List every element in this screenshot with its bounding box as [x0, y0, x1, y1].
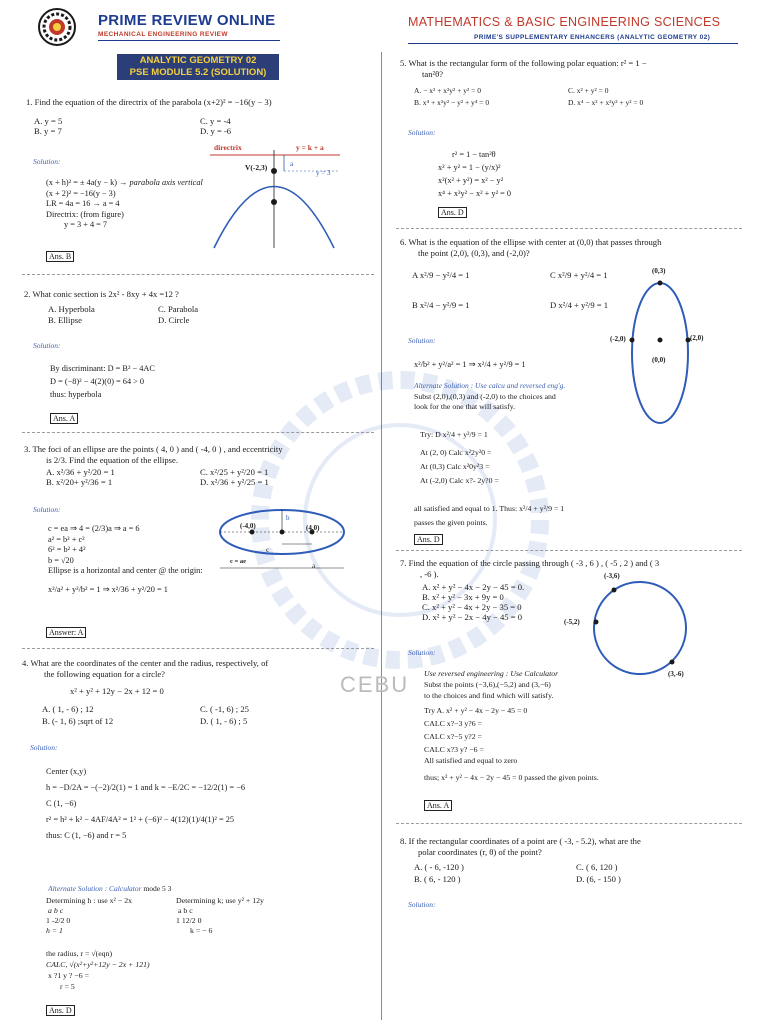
q6-text2: the point (2,0), (0,3), and (-2,0)?	[418, 247, 530, 258]
q4-option-a: A. ( 1, - 6) ; 12	[42, 704, 94, 714]
module-box	[117, 54, 279, 80]
q7-solution-label: Solution:	[408, 648, 436, 657]
divider-q6	[396, 550, 742, 551]
q6-option-d: D x²/4 + y²/9 = 1	[550, 300, 609, 310]
q6-text1: 6. What is the equation of the ellipse with center at (0,0) that passes through	[400, 237, 662, 247]
q4-calc-line: CALC, √(x²+y²+12y − 2x + 121)	[46, 960, 150, 969]
q8-option-b: B. ( 6, - 120 )	[414, 874, 461, 884]
header-rule-right	[408, 43, 738, 44]
q3-work	[48, 524, 203, 595]
q7-answer: Ans. A	[424, 800, 452, 811]
q4-text1: 4. What are the coordinates of the center and the radius, respectively, of	[22, 658, 269, 668]
module-line1: ANALYTIC GEOMETRY 02	[139, 55, 257, 66]
q8-option-d: D. (6, - 150 )	[576, 874, 621, 884]
q7-w4: Try A. x² + y² − 4x − 2y − 45 = 0	[424, 706, 528, 715]
q7-w5: CALC x?−3 y?6 =	[424, 719, 482, 728]
q1-text: 1. Find the equation of the directrix of the parabola (x+2)² = −16(y − 3)	[26, 97, 272, 107]
q5-option-d: D. x⁴ − x² + x²y² + y² = 0	[568, 98, 644, 107]
q6-fig-top: (0,3)	[652, 267, 666, 275]
q4-abc-k: a b c	[178, 906, 193, 915]
divider-q7	[396, 823, 742, 824]
q6-fig-center: (0,0)	[652, 356, 666, 364]
q6-w9: passes the given points.	[414, 518, 488, 527]
q4-alt-mode: mode 5 3	[143, 884, 172, 893]
q6-w5: At (2, 0) Calc x²2y²0 =	[420, 448, 492, 457]
q5-text2: tan²θ?	[422, 68, 444, 79]
q2-option-a: A. Hyperbola	[48, 304, 95, 314]
q6-option-c: C x²/9 + y²/4 = 1	[550, 270, 608, 280]
q1-w2: (x + 2)² = −16(y − 3)	[46, 188, 116, 198]
q6-w3: look for the one that will satisfy.	[414, 402, 516, 411]
q3-fig-cae: c = ae	[230, 558, 246, 565]
q1-fig-a: a	[290, 160, 294, 168]
q4-r5: r = 5	[60, 982, 75, 991]
q1-answer: Ans. B	[46, 251, 74, 262]
q8-option-c: C. ( 6, 120 )	[576, 862, 618, 872]
q6-w7: At (-2,0) Calc x?- 2y?0 =	[420, 476, 499, 485]
q4-text	[22, 658, 268, 679]
q6-option-a: A x²/9 − y²/4 = 1	[412, 270, 470, 280]
q4-w5: thus: C (1, −6) and r = 5	[46, 831, 127, 840]
q1-w1: (x + h)² = ± 4a(y − k) →	[46, 178, 128, 187]
q3-w3: 6² = b² + 4²	[48, 545, 86, 554]
q3-text	[24, 444, 283, 465]
q3-fig-left: (-4,0)	[240, 522, 256, 530]
q4-det-h: Determining h : use x² − 2x	[46, 896, 132, 905]
q6-option-b: B x²/4 − y²/9 = 1	[412, 300, 470, 310]
q7-w9: thus; x² + y² − 4x − 2y − 45 = 0 passed the given points.	[424, 773, 599, 782]
q4-radius	[46, 948, 150, 992]
q6-w4: Try: D x²/4 + y²/9 = 1	[420, 430, 488, 439]
q5-option-a: A. − x² + x²y² + y² = 0	[414, 86, 481, 95]
q1-w5: y = 3 + 4 = 7	[64, 220, 108, 229]
q7-work	[424, 668, 599, 783]
q3-text1: 3. The foci of an ellipse are the points ( 4, 0 ) and ( -4, 0 ) , and eccentricity	[24, 444, 283, 454]
q6-ellipse-figure	[625, 278, 695, 428]
q1-fig-yka: y = k + a	[296, 143, 324, 152]
q7-w8: All satisfied and equal to zero	[424, 756, 518, 765]
q7-text2: , -6 ).	[420, 568, 439, 579]
q7-option-b: B. x² + y² − 3x + 9y = 0	[422, 592, 504, 602]
q3-option-c: C. x²/25 + y²/20 = 1	[200, 467, 269, 477]
q1-option-d: D. y = -6	[200, 126, 232, 136]
divider-q1	[22, 274, 374, 275]
q2-w1: By discriminant: D = B² − 4AC	[50, 364, 155, 373]
q5-option-b: B. x⁴ + x²y² − y² + y⁴ = 0	[414, 98, 490, 107]
q5-text	[400, 58, 647, 79]
q6-alt: Alternate Solution : Use calcu and reversed eng'g.	[414, 381, 566, 390]
q2-option-c: C. Parabola	[158, 304, 199, 314]
q1-fig-directrix: directrix	[214, 143, 242, 152]
q4-abc-h: a b c	[48, 906, 64, 915]
q8-text2: polar coordinates (r, θ) of the point?	[418, 846, 542, 857]
q2-option-b: B. Ellipse	[48, 315, 82, 325]
q4-equation: x² + y² + 12y − 2x + 12 = 0	[70, 686, 164, 696]
q6-solution-label: Solution:	[408, 336, 436, 345]
q3-fig-b: b	[286, 514, 290, 522]
q3-option-d: D. x²/36 + y²/25 = 1	[200, 477, 269, 487]
q2-w2: D = (−8)² − 4(2)(0) = 64 > 0	[50, 377, 145, 386]
q4-calc2-line: x ?1 y ? −6 =	[48, 971, 90, 980]
q8-text	[400, 836, 641, 857]
q4-alternate	[48, 884, 171, 893]
q3-w6: x²/a² + y²/b² = 1 ⇒ x²/36 + y²/20 = 1	[48, 584, 168, 594]
q7-w7: CALC x?3 y? −6 =	[424, 745, 484, 754]
q7-option-d: D. x² + y² − 2x − 4y − 45 = 0	[422, 612, 523, 622]
q7-fig-p3: (3,-6)	[668, 670, 684, 678]
q5-w4: x⁴ + x²y² − x² + y² = 0	[438, 189, 512, 198]
q4-calc-k	[176, 896, 264, 936]
q3-w5: Ellipse is a horizontal and center @ the origin:	[48, 566, 203, 575]
q4-option-d: D. ( 1, - 6) ; 5	[200, 716, 248, 726]
q4-text2: the following equation for a circle?	[44, 668, 165, 679]
q2-text: 2. What conic section is 2x² - 8xy + 4x =12 ?	[24, 289, 179, 299]
q5-text1: 5. What is the rectangular form of the following polar equation: r² = 1 −	[400, 58, 647, 68]
q3-option-a: A. x²/36 + y²/20 = 1	[46, 467, 115, 477]
q7-option-c: C. x² + y² − 4x + 2y − 35 = 0	[422, 602, 522, 612]
q1-option-a: A. y = 5	[34, 116, 63, 126]
q4-radius-line: the radius, r = √(eqn)	[46, 949, 113, 958]
q7-w3: to the choices and find which will satisfy.	[424, 691, 554, 700]
q4-w3: C (1, −6)	[46, 799, 77, 808]
q1-option-c: C. y = -4	[200, 116, 231, 126]
q4-solution-label: Solution:	[30, 743, 58, 752]
q5-work	[438, 148, 511, 200]
q1-fig-vertex: V(-2,3)	[245, 163, 268, 172]
q2-option-d: D. Circle	[158, 315, 190, 325]
q1-w1b: parabola axis vertical	[129, 178, 203, 187]
q4-k-res: k = − 6	[190, 926, 213, 935]
q3-w4: b = √20	[48, 555, 74, 565]
q4-w1: Center (x,y)	[46, 767, 87, 776]
q3-fig-c: c	[266, 546, 270, 554]
q6-w2: Subst (2,0),(0,3) and (-2,0) to the choices and	[414, 392, 556, 401]
q3-option-b: B. x²/20+ y²/36 = 1	[46, 477, 113, 487]
q7-w2: Subst the points (−3,6),(−5,2) and (3,−6)	[424, 680, 551, 689]
q4-option-b: B. (- 1, 6) ;sqrt of 12	[42, 716, 114, 726]
q7-fig-p1: (-3,6)	[604, 572, 620, 580]
q7-circle-figure	[590, 578, 690, 678]
q4-option-c: C. ( -1, 6) ; 25	[200, 704, 249, 714]
q4-answer: Ans. D	[46, 1005, 75, 1016]
q1-parabola-figure	[200, 140, 350, 250]
q5-answer: Ans. D	[438, 207, 467, 218]
q3-w1: c = ea ⇒ 4 = (2/3)a ⇒ a = 6	[48, 524, 140, 533]
q4-work	[46, 764, 245, 844]
q7-fig-p2: (-5,2)	[564, 618, 580, 626]
q3-fig-right: (4,0)	[306, 524, 320, 532]
q1-solution-label: Solution:	[33, 157, 61, 166]
q1-work	[46, 178, 203, 231]
q6-conclusion	[414, 502, 564, 530]
q4-w2: h = −D/2A = −(−2)/2(1) = 1 and k = −E/2C = −12/2(1) = −6	[46, 783, 246, 792]
q7-w6: CALC x?−5 y?2 =	[424, 732, 482, 741]
q3-w2: a² = b² + c²	[48, 534, 85, 544]
q4-det-k: Determining k; use y² + 12y	[176, 896, 264, 905]
q7-option-a: A. x² + y² − 4x − 2y − 45 = 0.	[422, 582, 525, 592]
q2-answer: Ans. A	[50, 413, 78, 424]
module-line2: PSE MODULE 5.2 (SOLUTION)	[129, 67, 267, 78]
q3-ellipse-figure	[212, 508, 352, 578]
watermark-text: CEBU	[340, 672, 410, 697]
q4-k-row: 1 12/2 0	[176, 916, 202, 925]
divider-q2	[22, 432, 374, 433]
q6-fig-left: (-2,0)	[610, 335, 626, 343]
q8-text1: 8. If the rectangular coordinates of a point are ( -3, - 5.2), what are the	[400, 836, 641, 846]
divider-q5	[396, 228, 742, 229]
subject-subtitle: PRIME'S SUPPLEMENTARY ENHANCERS (ANALYTIC GEOMETRY 02)	[474, 34, 711, 41]
q4-calc-h	[46, 896, 132, 936]
q5-solution-label: Solution:	[408, 128, 436, 137]
divider-q3	[22, 648, 374, 649]
q7-text	[400, 558, 659, 579]
q2-work	[50, 362, 155, 401]
q6-answer: Ans. D	[414, 534, 443, 545]
q6-text	[400, 237, 661, 258]
q5-w1: r² = 1 − tan²θ	[452, 150, 496, 159]
q5-w2: x² + y² = 1 − (y/x)²	[438, 163, 501, 172]
q6-fig-right: (2,0)	[690, 334, 704, 342]
q4-alt-label: Alternate Solution : Calculator	[48, 884, 142, 893]
q1-fig-y3: y = 3	[316, 169, 331, 177]
header-rule	[98, 40, 280, 41]
q4-h-row: 1 -2/2 0	[46, 916, 71, 925]
brand-title: PRIME REVIEW ONLINE	[98, 12, 276, 29]
q5-w3: x²(x² + y²) = x² − y²	[438, 176, 504, 185]
q8-option-a: A. ( - 6, -120 )	[414, 862, 464, 872]
q6-try	[420, 428, 499, 488]
brand-subtitle: MECHANICAL ENGINEERING REVIEW	[98, 31, 228, 38]
q8-solution-label: Solution:	[408, 900, 436, 909]
q4-h-res: h = 1	[46, 926, 63, 935]
q7-w1: Use reversed engineering : Use Calculator	[424, 669, 559, 678]
q7-text1: 7. Find the equation of the circle passing through ( -3 , 6 ) , ( -5 , 2 ) and ( 3	[400, 558, 660, 568]
q1-w4: Directrix: (from figure)	[46, 209, 124, 219]
subject-title: MATHEMATICS & BASIC ENGINEERING SCIENCES	[408, 15, 721, 29]
q6-w6: At (0,3) Calc x²0y²3 =	[420, 462, 490, 471]
q2-w3: thus: hyperbola	[50, 390, 102, 399]
q3-answer: Answer: A	[46, 627, 86, 638]
q5-option-c: C. x² + y² = 0	[568, 86, 609, 95]
q1-w3: LR = 4a = 16 → a = 4	[46, 199, 120, 208]
q3-text2: is 2/3. Find the equation of the ellipse.	[46, 454, 178, 465]
q1-option-b: B. y = 7	[34, 126, 62, 136]
q3-fig-a: a	[312, 562, 316, 570]
logo	[38, 8, 76, 46]
q4-w4: r² = h² + k² − 4AF/4A² = 1² + (−6)² − 4(12)(1)/4(1)² = 25	[46, 815, 235, 824]
q6-work	[414, 392, 556, 412]
q6-w8: all satisfied and equal to 1. Thus: x²/4 + y²/9 = 1	[414, 504, 565, 513]
q3-solution-label: Solution:	[33, 505, 61, 514]
q6-w1: x²/b² + y²/a² = 1 ⇒ x²/4 + y²/9 = 1	[414, 360, 526, 369]
q2-solution-label: Solution:	[33, 341, 61, 350]
q7-options	[422, 582, 524, 622]
